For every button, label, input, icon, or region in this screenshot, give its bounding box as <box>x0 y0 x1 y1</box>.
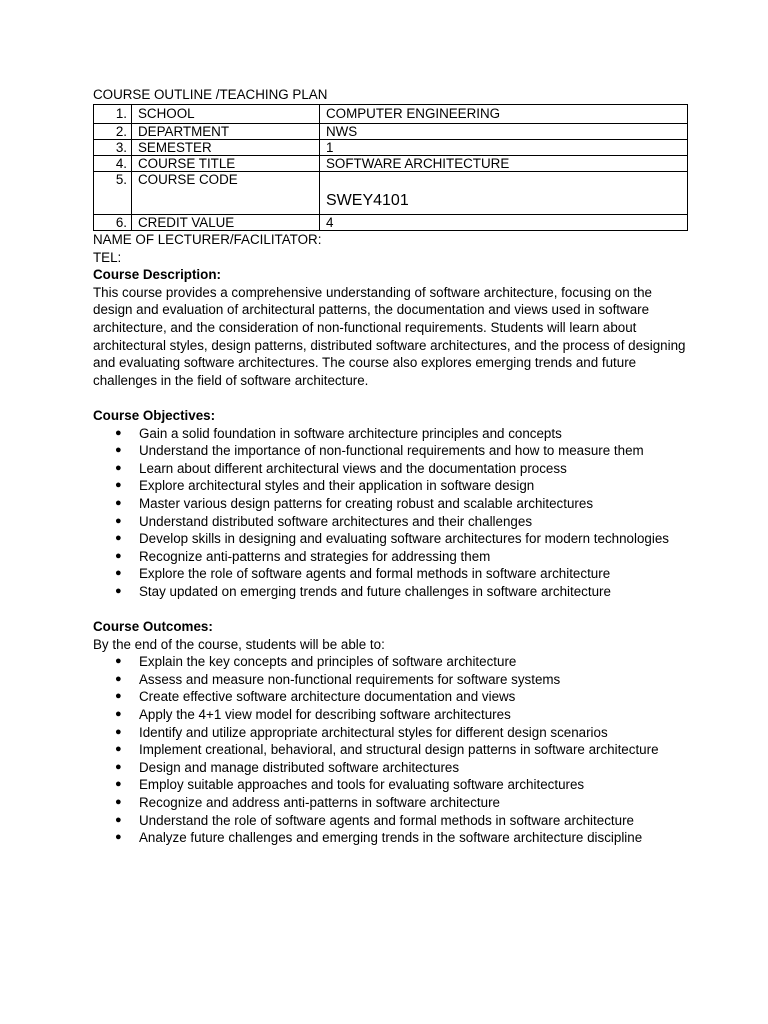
outcomes-heading: Course Outcomes: <box>93 619 213 635</box>
bullet-icon: ● <box>115 690 122 703</box>
list-item-text: Learn about different architectural views and the documentation process <box>139 460 567 476</box>
list-item-text: Gain a solid foundation in software architecture principles and concepts <box>139 425 562 441</box>
bullet-icon: ● <box>115 549 122 562</box>
spacer <box>93 600 693 618</box>
objectives-heading: Course Objectives: <box>93 407 216 423</box>
bullet-icon: ● <box>115 461 122 474</box>
list-item-text: Apply the 4+1 view model for describing software architectures <box>139 707 511 723</box>
bullet-icon: ● <box>115 655 122 668</box>
bullet-icon: ● <box>115 584 122 597</box>
list-item <box>93 688 687 706</box>
bullet-icon: ● <box>115 426 122 439</box>
list-item-text: Create effective software architecture documentation and views <box>139 689 516 705</box>
bullet-icon: ● <box>115 479 122 492</box>
list-item <box>93 776 687 794</box>
list-item <box>93 460 687 478</box>
list-item <box>93 495 687 513</box>
row-label: DEPARTMENT <box>132 124 320 140</box>
tel-line: TEL: <box>93 249 122 265</box>
list-item-text: Explain the key concepts and principles of software architecture <box>139 654 517 670</box>
bullet-icon: ● <box>115 743 122 756</box>
bullet-icon: ● <box>115 567 122 580</box>
bullet-icon: ● <box>115 444 122 457</box>
row-label: COURSE TITLE <box>132 156 320 172</box>
outcomes-intro: By the end of the course, students will be able to: <box>93 636 385 652</box>
row-value: 4 <box>320 215 688 231</box>
row-number: 2. <box>94 124 132 140</box>
list-item-text: Explore the role of software agents and formal methods in software architecture <box>139 566 611 582</box>
description-text: This course provides a comprehensive understanding of software architecture, focusing on the design and evaluation of architectural patterns, the documentation and views used in software architecture, and the consideration of non-functional requirements. Students will learn about architectural styles, design patterns, distributed software architectures, and the process of designing and evaluating software architectures. The course also explores emerging trends and future challenges in the field of software architecture. <box>93 284 686 388</box>
table-row <box>94 156 688 172</box>
list-item <box>93 565 687 583</box>
table-row <box>94 215 688 231</box>
table-row <box>94 140 688 156</box>
row-number: 6. <box>94 215 132 231</box>
list-item-text: Develop skills in designing and evaluating software architectures for modern technologies <box>139 531 669 547</box>
list-item <box>93 653 687 671</box>
bullet-icon: ● <box>115 831 122 844</box>
list-item-text: Design and manage distributed software architectures <box>139 759 460 775</box>
list-item <box>93 548 687 566</box>
list-item-text: Understand the role of software agents and formal methods in software architecture <box>139 812 634 828</box>
list-item <box>93 477 687 495</box>
list-item-text: Understand the importance of non-functional requirements and how to measure them <box>139 443 644 459</box>
bullet-icon: ● <box>115 760 122 773</box>
spacer <box>93 389 693 407</box>
bullet-icon: ● <box>115 813 122 826</box>
list-item <box>93 812 687 830</box>
row-label: CREDIT VALUE <box>132 215 320 231</box>
row-number: 4. <box>94 156 132 172</box>
list-item-text: Recognize anti-patterns and strategies for addressing them <box>139 548 491 564</box>
table-row <box>94 172 688 215</box>
list-item <box>93 724 687 742</box>
list-item <box>93 671 687 689</box>
row-value: NWS <box>320 124 688 140</box>
list-item-text: Recognize and address anti-patterns in software architecture <box>139 795 500 810</box>
objectives-list <box>93 425 693 601</box>
list-item <box>93 425 687 443</box>
row-number: 1. <box>94 105 132 124</box>
list-item-text: Implement creational, behavioral, and structural design patterns in software architecture <box>139 742 659 758</box>
course-info-table <box>93 104 688 231</box>
list-item <box>93 583 687 601</box>
list-item-text: Identify and utilize appropriate architectural styles for different design scenarios <box>139 724 608 740</box>
row-label: SEMESTER <box>132 140 320 156</box>
row-value: 1 <box>320 140 688 156</box>
list-item-text: Understand distributed software architectures and their challenges <box>139 513 533 529</box>
list-item-text: Assess and measure non-functional requirements for software systems <box>139 671 561 687</box>
list-item <box>93 741 687 759</box>
row-value: COMPUTER ENGINEERING <box>320 105 688 124</box>
list-item <box>93 759 687 777</box>
list-item-text: Stay updated on emerging trends and future challenges in software architecture <box>139 583 611 599</box>
list-item <box>93 794 687 812</box>
row-number: 3. <box>94 140 132 156</box>
table-row <box>94 105 688 124</box>
list-item-text: Employ suitable approaches and tools for evaluating software architectures <box>139 777 585 793</box>
bullet-icon: ● <box>115 496 122 509</box>
list-item-text: Analyze future challenges and emerging trends in the software architecture discipline <box>139 830 643 846</box>
row-number: 5. <box>94 172 132 215</box>
lecturer-line: NAME OF LECTURER/FACILITATOR: <box>93 232 322 247</box>
row-value: SOFTWARE ARCHITECTURE <box>320 156 688 172</box>
list-item <box>93 442 687 460</box>
bullet-icon: ● <box>115 796 122 808</box>
outcomes-list <box>93 653 693 847</box>
bullet-icon: ● <box>115 672 122 685</box>
row-label: SCHOOL <box>132 105 320 124</box>
bullet-icon: ● <box>115 532 122 545</box>
description-heading: Course Description: <box>93 267 221 283</box>
bullet-icon: ● <box>115 708 122 721</box>
bullet-icon: ● <box>115 725 122 738</box>
document-page <box>93 86 693 847</box>
list-item-text: Explore architectural styles and their application in software design <box>139 478 535 494</box>
list-item <box>93 829 687 847</box>
course-code-value: SWEY4101 <box>326 192 409 209</box>
row-label: COURSE CODE <box>132 172 320 215</box>
list-item-text: Master various design patterns for creating robust and scalable architectures <box>139 495 594 511</box>
bullet-icon: ● <box>115 514 122 527</box>
bullet-icon: ● <box>115 778 122 791</box>
table-row <box>94 124 688 140</box>
list-item <box>93 706 687 724</box>
list-item <box>93 530 687 548</box>
row-value-cell <box>320 172 688 215</box>
list-item <box>93 513 687 531</box>
document-title: COURSE OUTLINE /TEACHING PLAN <box>93 87 328 102</box>
